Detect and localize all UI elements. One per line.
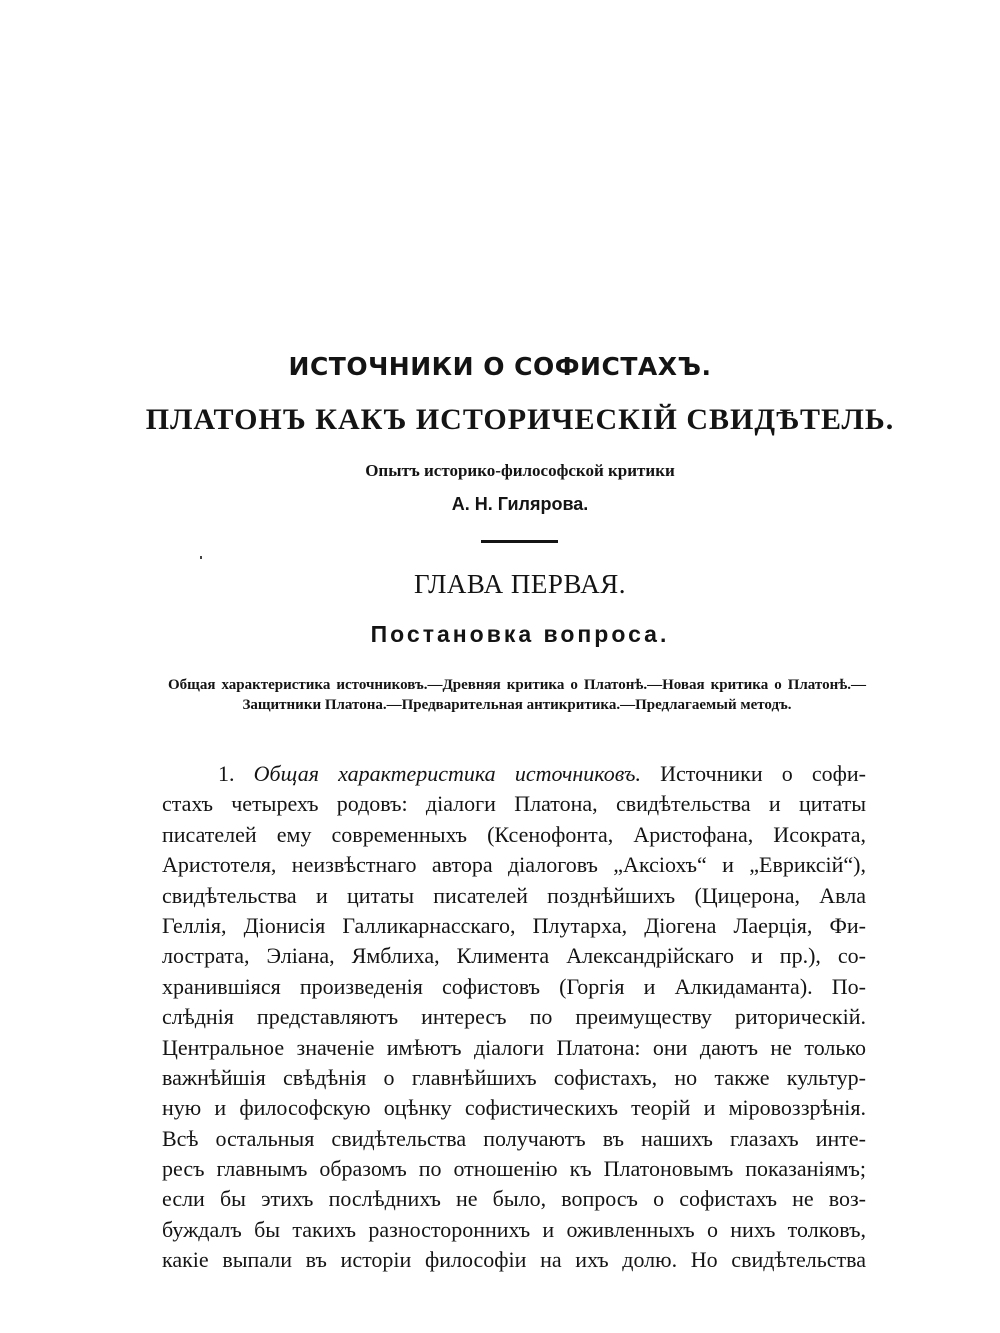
- body-line: Всѣ остальныя свидѣтельства получаютъ въ нашихъ глазахъ инте-: [162, 1125, 866, 1151]
- body-line: Аристотеля, неизвѣстнаго автора діалоговъ „Аксіохъ“ и „Евриксій“),: [162, 852, 866, 878]
- body-line: если бы этихъ послѣднихъ не было, вопросъ о софистахъ не воз-: [162, 1186, 866, 1212]
- section-divider: [481, 540, 558, 543]
- body-line: Геллія, Діонисія Галликарнасскаго, Плутарха, Діогена Лаерція, Фи-: [162, 912, 866, 938]
- body-line: слѣднія представляютъ интересъ по преимуществу риторическій.: [162, 1004, 866, 1030]
- second-title: ПЛАТОНЪ КАКЪ ИСТОРИЧЕСКІЙ СВИДѢТЕЛЬ.: [145, 403, 895, 436]
- paragraph-number: 1.: [218, 761, 235, 786]
- body-line: свидѣтельства и цитаты писателей позднѣйшихъ (Цицерона, Авла: [162, 882, 866, 908]
- subtitle: Опытъ историко-философской критики: [365, 461, 675, 480]
- body-line: ресъ главнымъ образомъ по отношенію къ Платоновымъ показаніямъ;: [162, 1156, 866, 1182]
- body-line: какіе выпали въ исторіи философіи на ихъ долю. Но свидѣтельства: [162, 1247, 866, 1273]
- print-speck: [200, 556, 202, 559]
- paragraph-heading: Общая характеристика источниковъ.: [253, 761, 641, 786]
- chapter-subheading: Постановка вопроса.: [370, 621, 670, 647]
- body-text: [162, 759, 866, 1276]
- body-line: ную и философскую оцѣнку софистическихъ теорій и міровоззрѣнія.: [162, 1095, 866, 1121]
- body-line-first: [162, 759, 866, 789]
- main-title: ИСТОЧНИКИ О СОФИСТАХЪ.: [288, 352, 712, 381]
- body-line: писателей ему современныхъ (Ксенофонта, Аристофана, Исократа,: [162, 821, 866, 847]
- body-line: буждалъ бы такихъ разностороннихъ и оживленныхъ о нихъ толковъ,: [162, 1216, 866, 1242]
- chapter-heading: ГЛАВА ПЕРВАЯ.: [413, 569, 627, 599]
- body-line: хранившіяся произведенія софистовъ (Горгія и Алкидаманта). По-: [162, 973, 866, 999]
- author-name: А. Н. Гилярова.: [451, 494, 589, 514]
- body-line: стахъ четырехъ родовъ: діалоги Платона, свидѣтельства и цитаты: [162, 791, 866, 817]
- first-line-text: Источники о софи-: [660, 761, 867, 786]
- chapter-summary: Общая характеристика источниковъ.—Древняя критика о Платонѣ.—Новая критика о Платонѣ.—Защитники Платона.—Предварительная антикритика.—Предлагаемый методъ.: [168, 677, 866, 713]
- body-line: лострата, Эліана, Ямблиха, Климента Александрійскаго и пр.), со-: [162, 943, 866, 969]
- body-line: Центральное значеніе имѣютъ діалоги Платона: они даютъ не только: [162, 1034, 866, 1060]
- body-line: важнѣйшія свѣдѣнія о главнѣйшихъ софистахъ, но также культур-: [162, 1064, 866, 1090]
